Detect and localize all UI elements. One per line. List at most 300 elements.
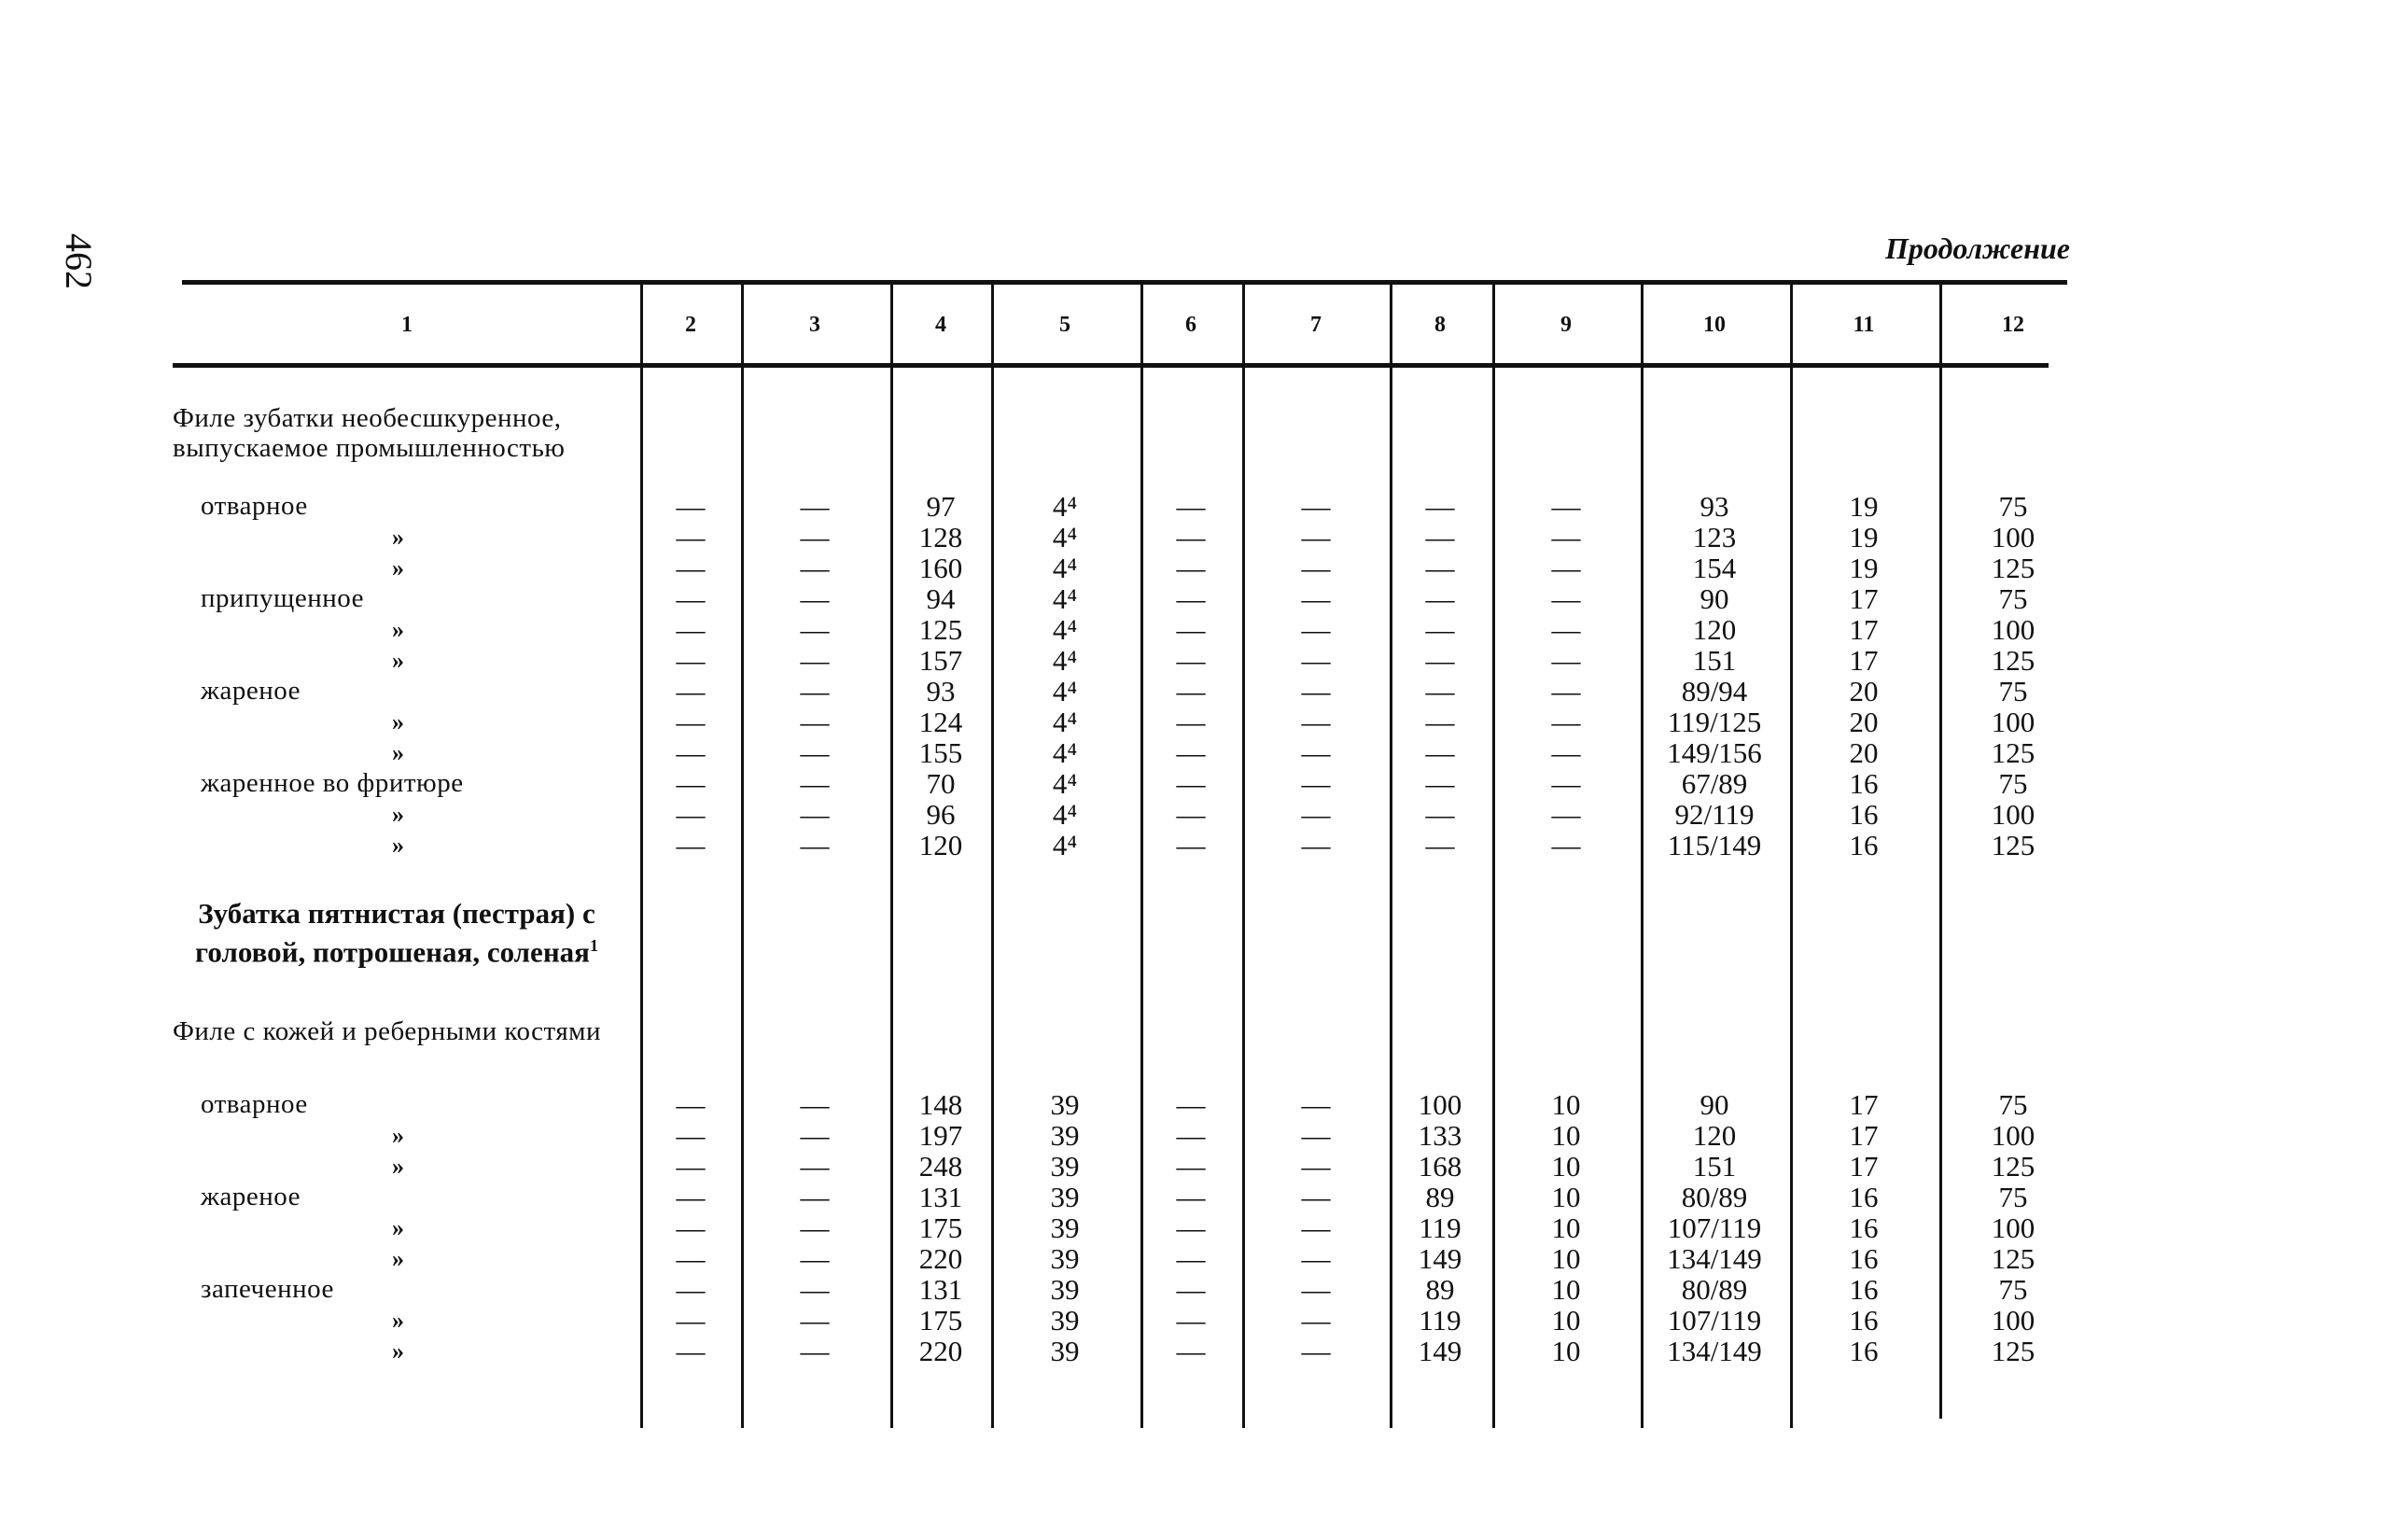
cell-col-2: — [676, 736, 706, 769]
cell-col-4: 157 [918, 644, 963, 677]
table-row [0, 830, 2392, 861]
cell-col-5: 4⁴ [1052, 644, 1078, 677]
column-rule [1492, 285, 1495, 1428]
col-head-6: 6 [1185, 313, 1196, 337]
cell-col-4: 96 [926, 798, 956, 831]
row-name-ditto: » [392, 1245, 405, 1272]
cell-col-12: 100 [1991, 1211, 2035, 1244]
column-rule [1242, 285, 1245, 1428]
col-head-10: 10 [1703, 313, 1726, 337]
cell-col-12: 125 [1991, 552, 2035, 584]
cell-col-10: 93 [1700, 490, 1729, 523]
cell-col-8: 133 [1418, 1119, 1462, 1152]
row-name: отварное [201, 491, 308, 521]
table-row [0, 1274, 2392, 1305]
cell-col-10: 90 [1700, 582, 1729, 615]
cell-col-10: 107/119 [1667, 1304, 1762, 1337]
cell-col-3: — [800, 1150, 830, 1183]
table-row [0, 1336, 2392, 1366]
cell-col-11: 16 [1849, 1273, 1879, 1306]
cell-col-11: 17 [1849, 582, 1879, 615]
cell-col-8: — [1425, 706, 1455, 738]
table-row [0, 1305, 2392, 1336]
row-name-ditto: » [392, 616, 405, 643]
cell-col-7: — [1301, 675, 1331, 707]
cell-col-3: — [800, 521, 830, 553]
cell-col-8: 100 [1418, 1088, 1462, 1121]
cell-col-10: 80/89 [1681, 1273, 1748, 1306]
cell-col-8: 89 [1425, 1181, 1455, 1213]
cell-col-6: — [1176, 1304, 1206, 1337]
row-name-ditto: » [392, 801, 405, 828]
table-row [0, 676, 2392, 707]
table-row [0, 1212, 2392, 1243]
cell-col-11: 20 [1849, 736, 1879, 769]
cell-col-7: — [1301, 644, 1331, 677]
row-name-ditto: » [392, 524, 405, 551]
cell-col-9: 10 [1551, 1242, 1581, 1275]
table-row [0, 1089, 2392, 1120]
cell-col-2: — [676, 644, 706, 677]
cell-col-5: 39 [1050, 1088, 1080, 1121]
group-heading-fillet-with-skin: Филе с кожей и реберными костями [173, 1016, 602, 1046]
cell-col-8: — [1425, 613, 1455, 646]
cell-col-8: 119 [1419, 1304, 1462, 1337]
cell-col-2: — [676, 829, 706, 861]
cell-col-12: 75 [1998, 675, 2028, 707]
cell-col-11: 20 [1849, 675, 1879, 707]
cell-col-11: 19 [1849, 521, 1879, 553]
cell-col-9: — [1551, 552, 1581, 584]
page-number: 462 [58, 233, 100, 289]
row-name: жареное [201, 1182, 301, 1211]
cell-col-7: — [1301, 1150, 1331, 1183]
section-title-spotted-wolffish [173, 898, 621, 968]
cell-col-9: — [1551, 644, 1581, 677]
continuation-label: Продолжение [1885, 231, 2070, 265]
cell-col-5: 39 [1050, 1150, 1080, 1183]
cell-col-9: 10 [1551, 1088, 1581, 1121]
table-row [0, 553, 2392, 583]
row-name-ditto: » [392, 1122, 405, 1149]
cell-col-8: 149 [1418, 1242, 1462, 1275]
cell-col-10: 120 [1692, 613, 1737, 646]
cell-col-12: 100 [1991, 1304, 2035, 1337]
col-head-7: 7 [1310, 313, 1322, 337]
cell-col-12: 75 [1998, 490, 2028, 523]
col-head-5: 5 [1059, 313, 1070, 337]
cell-col-7: — [1301, 798, 1331, 831]
cell-col-10: 149/156 [1667, 736, 1762, 769]
cell-col-9: — [1551, 829, 1581, 861]
cell-col-12: 125 [1991, 1242, 2035, 1275]
cell-col-6: — [1176, 1150, 1206, 1183]
cell-col-5: 4⁴ [1052, 706, 1078, 738]
table-row [0, 1182, 2392, 1212]
cell-col-5: 4⁴ [1052, 675, 1078, 707]
cell-col-3: — [800, 490, 830, 523]
cell-col-3: — [800, 798, 830, 831]
cell-col-12: 125 [1991, 829, 2035, 861]
cell-col-3: — [800, 1273, 830, 1306]
cell-col-9: — [1551, 675, 1581, 707]
cell-col-6: — [1176, 552, 1206, 584]
cell-col-6: — [1176, 582, 1206, 615]
cell-col-5: 39 [1050, 1304, 1080, 1337]
cell-col-6: — [1176, 798, 1206, 831]
cell-col-11: 16 [1849, 1335, 1879, 1367]
cell-col-5: 4⁴ [1052, 490, 1078, 523]
row-name-ditto: » [392, 647, 405, 674]
cell-col-2: — [676, 1304, 706, 1337]
cell-col-11: 19 [1849, 490, 1879, 523]
cell-col-10: 89/94 [1681, 675, 1748, 707]
cell-col-4: 155 [918, 736, 963, 769]
table-row [0, 522, 2392, 553]
cell-col-12: 75 [1998, 1088, 2028, 1121]
table-row [0, 1243, 2392, 1274]
cell-col-12: 75 [1998, 582, 2028, 615]
cell-col-9: 10 [1551, 1211, 1581, 1244]
cell-col-4: 124 [918, 706, 963, 738]
cell-col-3: — [800, 829, 830, 861]
cell-col-10: 90 [1700, 1088, 1729, 1121]
cell-col-3: — [800, 1335, 830, 1367]
cell-col-8: — [1425, 736, 1455, 769]
cell-col-10: 115/149 [1667, 829, 1762, 861]
cell-col-4: 97 [926, 490, 956, 523]
section-footnote-mark: 1 [589, 936, 598, 955]
cell-col-8: — [1425, 767, 1455, 800]
cell-col-7: — [1301, 1242, 1331, 1275]
cell-col-12: 125 [1991, 1335, 2035, 1367]
cell-col-7: — [1301, 1304, 1331, 1337]
row-name-ditto: » [392, 708, 405, 735]
cell-col-7: — [1301, 1088, 1331, 1121]
cell-col-12: 125 [1991, 1150, 2035, 1183]
cell-col-11: 16 [1849, 1304, 1879, 1337]
cell-col-6: — [1176, 1335, 1206, 1367]
cell-col-6: — [1176, 1273, 1206, 1306]
cell-col-5: 39 [1050, 1211, 1080, 1244]
cell-col-4: 131 [918, 1181, 963, 1213]
cell-col-2: — [676, 1335, 706, 1367]
column-rule [991, 285, 994, 1428]
cell-col-4: 120 [918, 829, 963, 861]
cell-col-2: — [676, 1088, 706, 1121]
table-row [0, 583, 2392, 614]
cell-col-7: — [1301, 1211, 1331, 1244]
cell-col-9: 10 [1551, 1119, 1581, 1152]
cell-col-11: 20 [1849, 706, 1879, 738]
column-rule [1641, 285, 1644, 1428]
cell-col-9: — [1551, 706, 1581, 738]
cell-col-7: — [1301, 552, 1331, 584]
cell-col-10: 107/119 [1667, 1211, 1762, 1244]
cell-col-7: — [1301, 521, 1331, 553]
cell-col-7: — [1301, 613, 1331, 646]
row-name-ditto: » [392, 1307, 405, 1334]
col-head-4: 4 [935, 313, 946, 337]
cell-col-3: — [800, 582, 830, 615]
column-rule [1790, 285, 1793, 1428]
cell-col-5: 4⁴ [1052, 736, 1078, 769]
cell-col-12: 100 [1991, 1119, 2035, 1152]
cell-col-11: 16 [1849, 767, 1879, 800]
cell-col-2: — [676, 1273, 706, 1306]
cell-col-6: — [1176, 767, 1206, 800]
cell-col-2: — [676, 1242, 706, 1275]
cell-col-2: — [676, 767, 706, 800]
cell-col-12: 75 [1998, 1273, 2028, 1306]
table-row [0, 645, 2392, 676]
cell-col-3: — [800, 1304, 830, 1337]
cell-col-7: — [1301, 736, 1331, 769]
cell-col-9: — [1551, 613, 1581, 646]
cell-col-3: — [800, 613, 830, 646]
cell-col-11: 16 [1849, 829, 1879, 861]
cell-col-6: — [1176, 829, 1206, 861]
cell-col-9: 10 [1551, 1273, 1581, 1306]
cell-col-8: — [1425, 798, 1455, 831]
cell-col-11: 17 [1849, 1119, 1879, 1152]
cell-col-9: — [1551, 798, 1581, 831]
table-row [0, 768, 2392, 799]
cell-col-2: — [676, 582, 706, 615]
cell-col-4: 93 [926, 675, 956, 707]
table-row [0, 707, 2392, 737]
cell-col-8: — [1425, 644, 1455, 677]
cell-col-11: 19 [1849, 552, 1879, 584]
cell-col-9: 10 [1551, 1181, 1581, 1213]
cell-col-5: 4⁴ [1052, 552, 1078, 584]
cell-col-9: 10 [1551, 1304, 1581, 1337]
cell-col-8: 149 [1418, 1335, 1462, 1367]
cell-col-7: — [1301, 767, 1331, 800]
cell-col-3: — [800, 706, 830, 738]
cell-col-5: 39 [1050, 1119, 1080, 1152]
table-row [0, 1151, 2392, 1182]
cell-col-6: — [1176, 1181, 1206, 1213]
cell-col-2: — [676, 706, 706, 738]
cell-col-7: — [1301, 1119, 1331, 1152]
cell-col-3: — [800, 552, 830, 584]
col-head-1: 1 [401, 313, 413, 337]
cell-col-5: 39 [1050, 1242, 1080, 1275]
cell-col-10: 134/149 [1667, 1335, 1762, 1367]
cell-col-4: 248 [918, 1150, 963, 1183]
cell-col-11: 17 [1849, 644, 1879, 677]
group-heading-fillet-unskinned: Филе зубатки необесшкуренное, выпускаемое промышленностью [173, 403, 566, 463]
cell-col-6: — [1176, 521, 1206, 553]
cell-col-12: 125 [1991, 644, 2035, 677]
cell-col-5: 4⁴ [1052, 613, 1078, 646]
row-name-ditto: » [392, 832, 405, 859]
cell-col-3: — [800, 1181, 830, 1213]
cell-col-5: 4⁴ [1052, 829, 1078, 861]
cell-col-8: — [1425, 829, 1455, 861]
cell-col-3: — [800, 1211, 830, 1244]
cell-col-5: 4⁴ [1052, 798, 1078, 831]
cell-col-4: 131 [918, 1273, 963, 1306]
row-name: припущенное [201, 583, 365, 613]
cell-col-5: 4⁴ [1052, 521, 1078, 553]
cell-col-7: — [1301, 1335, 1331, 1367]
cell-col-12: 75 [1998, 767, 2028, 800]
cell-col-2: — [676, 552, 706, 584]
cell-col-8: — [1425, 582, 1455, 615]
table-row [0, 799, 2392, 830]
row-name: жареное [201, 676, 301, 706]
cell-col-5: 39 [1050, 1273, 1080, 1306]
table-row [0, 614, 2392, 645]
cell-col-2: — [676, 1150, 706, 1183]
cell-col-9: 10 [1551, 1150, 1581, 1183]
cell-col-4: 128 [918, 521, 963, 553]
cell-col-2: — [676, 798, 706, 831]
col-head-3: 3 [809, 313, 820, 337]
cell-col-10: 154 [1692, 552, 1737, 584]
cell-col-3: — [800, 675, 830, 707]
row-name-ditto: » [392, 1337, 405, 1365]
cell-col-9: — [1551, 490, 1581, 523]
cell-col-5: 39 [1050, 1335, 1080, 1367]
cell-col-10: 134/149 [1667, 1242, 1762, 1275]
section-title-text: Зубатка пятнистая (пестрая) с головой, потрошеная, соленая [195, 897, 595, 969]
row-name: отварное [201, 1089, 308, 1119]
cell-col-4: 94 [926, 582, 956, 615]
cell-col-11: 16 [1849, 1181, 1879, 1213]
cell-col-10: 151 [1692, 1150, 1737, 1183]
cell-col-2: — [676, 1119, 706, 1152]
cell-col-8: 168 [1418, 1150, 1462, 1183]
column-rule [640, 285, 643, 1428]
cell-col-7: — [1301, 1273, 1331, 1306]
cell-col-10: 119/125 [1667, 706, 1762, 738]
cell-col-8: — [1425, 675, 1455, 707]
cell-col-9: — [1551, 767, 1581, 800]
cell-col-6: — [1176, 613, 1206, 646]
cell-col-2: — [676, 613, 706, 646]
cell-col-6: — [1176, 1242, 1206, 1275]
column-rule [1939, 285, 1942, 1419]
cell-col-8: 119 [1419, 1211, 1462, 1244]
cell-col-12: 100 [1991, 613, 2035, 646]
cell-col-11: 16 [1849, 798, 1879, 831]
cell-col-12: 125 [1991, 736, 2035, 769]
cell-col-6: — [1176, 706, 1206, 738]
cell-col-4: 148 [918, 1088, 963, 1121]
cell-col-7: — [1301, 829, 1331, 861]
cell-col-7: — [1301, 582, 1331, 615]
cell-col-3: — [800, 644, 830, 677]
column-rule [890, 285, 893, 1428]
cell-col-2: — [676, 490, 706, 523]
cell-col-6: — [1176, 1211, 1206, 1244]
col-head-8: 8 [1434, 313, 1446, 337]
column-rule [1140, 285, 1143, 1428]
cell-col-2: — [676, 521, 706, 553]
cell-col-8: — [1425, 521, 1455, 553]
col-head-2: 2 [685, 313, 696, 337]
cell-col-8: 89 [1425, 1273, 1455, 1306]
cell-col-3: — [800, 767, 830, 800]
cell-col-10: 80/89 [1681, 1181, 1748, 1213]
cell-col-3: — [800, 736, 830, 769]
cell-col-4: 220 [918, 1242, 963, 1275]
cell-col-12: 100 [1991, 798, 2035, 831]
cell-col-2: — [676, 1211, 706, 1244]
cell-col-6: — [1176, 675, 1206, 707]
cell-col-6: — [1176, 644, 1206, 677]
cell-col-11: 17 [1849, 613, 1879, 646]
cell-col-5: 39 [1050, 1181, 1080, 1213]
cell-col-10: 67/89 [1681, 767, 1748, 800]
cell-col-11: 17 [1849, 1088, 1879, 1121]
row-name-ditto: » [392, 554, 405, 581]
cell-col-8: — [1425, 552, 1455, 584]
column-rule [741, 285, 744, 1428]
cell-col-4: 125 [918, 613, 963, 646]
cell-col-6: — [1176, 490, 1206, 523]
table-row [0, 491, 2392, 522]
cell-col-4: 220 [918, 1335, 963, 1367]
cell-col-10: 123 [1692, 521, 1737, 553]
cell-col-11: 17 [1849, 1150, 1879, 1183]
cell-col-7: — [1301, 1181, 1331, 1213]
cell-col-12: 100 [1991, 706, 2035, 738]
cell-col-9: — [1551, 736, 1581, 769]
cell-col-10: 92/119 [1674, 798, 1755, 831]
col-head-9: 9 [1560, 313, 1572, 337]
row-name-ditto: » [392, 1153, 405, 1180]
col-head-11: 11 [1853, 313, 1875, 337]
row-name-ditto: » [392, 739, 405, 766]
cell-col-10: 151 [1692, 644, 1737, 677]
cell-col-4: 175 [918, 1304, 963, 1337]
cell-col-9: — [1551, 582, 1581, 615]
cell-col-6: — [1176, 1119, 1206, 1152]
cell-col-5: 4⁴ [1052, 582, 1078, 615]
cell-col-2: — [676, 675, 706, 707]
cell-col-7: — [1301, 490, 1331, 523]
cell-col-4: 175 [918, 1211, 963, 1244]
cell-col-9: 10 [1551, 1335, 1581, 1367]
cell-col-6: — [1176, 1088, 1206, 1121]
table-row [0, 737, 2392, 768]
cell-col-12: 75 [1998, 1181, 2028, 1213]
col-head-12: 12 [2002, 313, 2024, 337]
cell-col-4: 197 [918, 1119, 963, 1152]
cell-col-3: — [800, 1242, 830, 1275]
cell-col-8: — [1425, 490, 1455, 523]
cell-col-5: 4⁴ [1052, 767, 1078, 800]
row-name: запеченное [201, 1274, 334, 1304]
row-name-ditto: » [392, 1214, 405, 1241]
cell-col-12: 100 [1991, 521, 2035, 553]
cell-col-3: — [800, 1119, 830, 1152]
cell-col-10: 120 [1692, 1119, 1737, 1152]
cell-col-11: 16 [1849, 1211, 1879, 1244]
cell-col-11: 16 [1849, 1242, 1879, 1275]
cell-col-4: 160 [918, 552, 963, 584]
cell-col-3: — [800, 1088, 830, 1121]
table-row [0, 1120, 2392, 1151]
row-name: жаренное во фритюре [201, 768, 464, 798]
cell-col-2: — [676, 1181, 706, 1213]
column-rule [1390, 285, 1392, 1428]
cell-col-6: — [1176, 736, 1206, 769]
